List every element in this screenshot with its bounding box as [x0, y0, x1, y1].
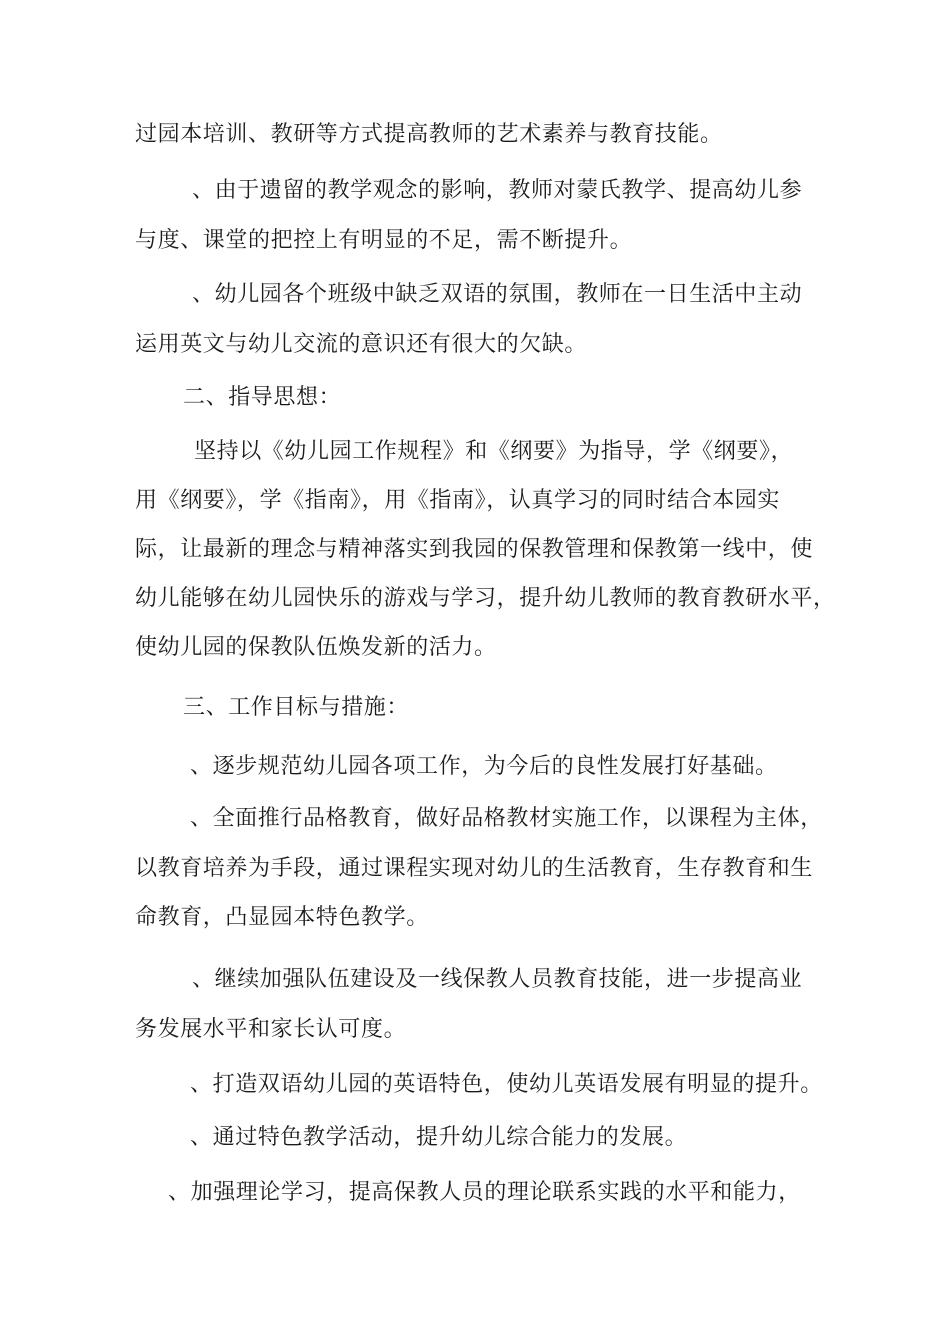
text-line: 、全面推行品格教育，做好品格教材实施工作，以课程为主体， [190, 806, 823, 831]
text-line: 、继续加强队伍建设及一线保教人员教育技能，进一步提高业 [192, 967, 803, 992]
text-line: 、通过特色教学活动，提升幼儿综合能力的发展。 [190, 1125, 688, 1150]
text-line: 用《纲要》，学《指南》，用《指南》，认真学习的同时结合本园实 [135, 488, 781, 513]
text-line: 、打造双语幼儿园的英语特色，使幼儿英语发展有明显的提升。 [190, 1072, 823, 1097]
section-heading: 三、工作目标与措施： [183, 695, 410, 720]
text-line: 务发展水平和家长认可度。 [135, 1017, 407, 1042]
text-line: 与度、课堂的把控上有明显的不足，需不断提升。 [135, 228, 633, 253]
text-line: 命教育，凸显园本特色教学。 [135, 905, 429, 930]
text-line: 、加强理论学习，提高保教人员的理论联系实践的水平和能力， [168, 1180, 801, 1205]
text-line: 际，让最新的理念与精神落实到我园的保教管理和保教第一线中，使 [135, 537, 814, 562]
section-heading: 二、指导思想： [183, 385, 342, 410]
text-line: 过园本培训、教研等方式提高教师的艺术素养与教育技能。 [135, 122, 723, 147]
text-line: 、由于遗留的教学观念的影响，教师对蒙氏教学、提高幼儿参 [192, 178, 803, 203]
text-line: 运用英文与幼儿交流的意识还有很大的欠缺。 [135, 332, 588, 357]
text-line: 、逐步规范幼儿园各项工作，为今后的良性发展打好基础。 [190, 754, 778, 779]
text-line: 以教育培养为手段，通过课程实现对幼儿的生活教育，生存教育和生 [135, 856, 814, 881]
text-line: 幼儿能够在幼儿园快乐的游戏与学习，提升幼儿教师的教育教研水平， [135, 586, 836, 611]
text-line: 使幼儿园的保教队伍焕发新的活力。 [135, 635, 497, 660]
text-line: 、幼儿园各个班级中缺乏双语的氛围，教师在一日生活中主动 [192, 282, 803, 307]
text-line: 坚持以《幼儿园工作规程》和《纲要》为指导，学《纲要》， [194, 439, 794, 464]
